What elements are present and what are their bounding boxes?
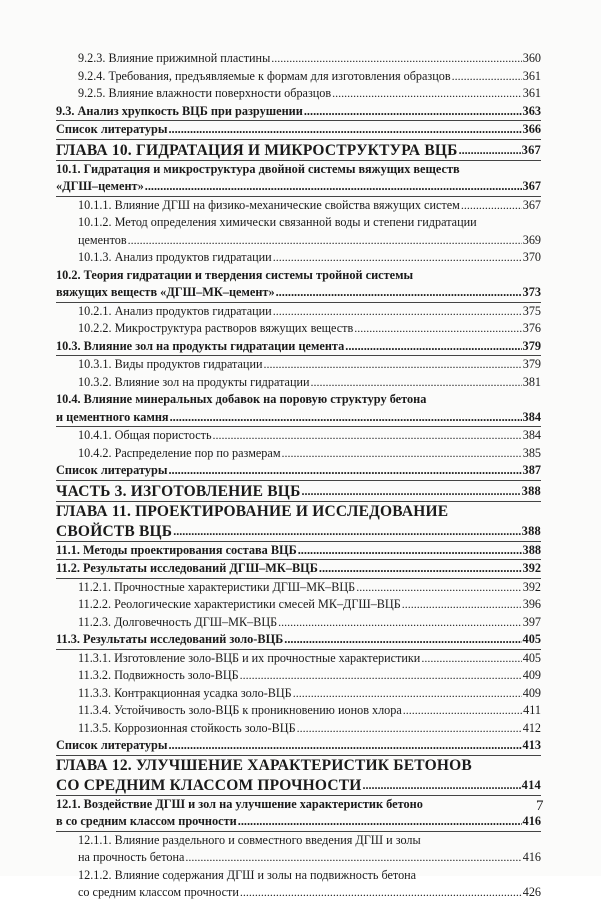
toc-entry-page: 367: [522, 197, 541, 212]
toc-entry-line: 10.4. Влияние минеральных добавок на поровую структуру бетона: [56, 392, 427, 406]
toc-leader-dots: [298, 542, 522, 560]
toc-entry: [56, 650, 541, 668]
toc-leader-dots: [168, 121, 521, 139]
toc-entry: [56, 481, 541, 501]
toc-entry-title: 10.4.1. Общая пористость: [78, 428, 212, 442]
toc-entry-title: 11.3. Результаты исследований золо-ВЦБ: [56, 632, 284, 646]
toc-entry-page: 360: [522, 51, 541, 65]
toc-entry-page: 416: [522, 814, 541, 828]
toc-entry-page: 369: [522, 232, 541, 247]
toc-leader-dots: [168, 737, 521, 755]
toc-leader-dots: [276, 284, 522, 302]
toc-entry-title: в со средним классом прочности: [56, 814, 237, 828]
toc-entry-line: ГЛАВА 11. ПРОЕКТИРОВАНИЕ И ИССЛЕДОВАНИЕ: [56, 502, 449, 520]
toc-entry-title: 11.2.1. Прочностные характеристики ДГШ–МК–ВЦБ: [78, 579, 356, 594]
toc-leader-dots: [273, 303, 522, 321]
toc-entry-title: 11.2.3. Долговечность ДГШ–МК–ВЦБ: [78, 614, 278, 629]
toc-leader-dots: [461, 197, 522, 215]
toc-entry: [56, 103, 541, 121]
toc-leader-dots: [319, 560, 522, 578]
toc-entry: [56, 249, 541, 267]
toc-entry-title: на прочность бетона: [78, 850, 185, 864]
toc-entry-page: 366: [522, 122, 541, 136]
toc-entry-page: 413: [522, 738, 541, 752]
toc-entry-title: 9.3. Анализ хрупкость ВЦБ при разрушении: [56, 103, 303, 118]
toc-entry-page: 381: [522, 374, 541, 389]
toc-entry-title: 10.1.3. Анализ продуктов гидратации: [78, 250, 272, 264]
toc-entry-title: 10.3.1. Виды продуктов гидратации: [78, 357, 263, 371]
toc-entry-line: ГЛАВА 12. УЛУЧШЕНИЕ ХАРАКТЕРИСТИК БЕТОНОВ: [56, 756, 472, 774]
toc-entry-title: 9.2.5. Влияние влажности поверхности образцов: [78, 86, 332, 100]
toc-entry-page: 379: [522, 357, 541, 371]
toc-entry-page: 392: [522, 561, 541, 575]
toc-entry: [56, 631, 541, 649]
toc-leader-dots: [332, 85, 522, 103]
toc-entry: [56, 356, 541, 374]
toc-entry: [56, 596, 541, 614]
toc-entry-page: 385: [522, 445, 541, 460]
toc-leader-dots: [278, 614, 522, 632]
toc-entry-page: 367: [521, 142, 541, 157]
toc-entry-page: 375: [522, 303, 541, 318]
toc-leader-dots: [168, 462, 521, 480]
toc-entry-page: 426: [522, 885, 541, 899]
toc-entry-title: 10.2.2. Микроструктура растворов вяжущих веществ: [78, 321, 354, 335]
toc-entry-title: СО СРЕДНИМ КЛАССОМ ПРОЧНОСТИ: [56, 776, 362, 794]
toc-leader-dots: [185, 849, 521, 867]
toc-leader-dots: [145, 178, 522, 196]
toc-entry: [56, 338, 541, 356]
toc-entry-title: 10.3. Влияние зол на продукты гидратации цемента: [56, 338, 345, 353]
toc-leader-dots: [284, 631, 521, 649]
toc-leader-dots: [240, 884, 522, 902]
toc-entry-title: 10.2.1. Анализ продуктов гидратации: [78, 303, 272, 318]
toc-entry-page: 416: [522, 850, 541, 864]
toc-leader-dots: [363, 775, 521, 795]
toc-entry-title: Список литературы: [56, 463, 168, 477]
toc-entry-title: ГЛАВА 10. ГИДРАТАЦИЯ И МИКРОСТРУКТУРА ВЦБ: [56, 141, 458, 159]
toc-entry-page: 373: [522, 285, 541, 299]
toc-entry: [56, 579, 541, 597]
toc-entry-title: 11.1. Методы проектирования состава ВЦБ: [56, 542, 297, 557]
toc-entry-page: 361: [522, 86, 541, 100]
page-number: 7: [536, 798, 544, 814]
toc-entry-line: 12.1. Воздействие ДГШ и зол на улучшение характеристик бетоно: [56, 796, 423, 811]
toc-entry: [56, 320, 541, 338]
toc-entry: [56, 284, 541, 302]
toc-leader-dots: [173, 521, 520, 541]
toc-entry-title: 11.3.1. Изготовление золо-ВЦБ и их прочностные характеристики: [78, 650, 421, 665]
toc-entry-page: 412: [522, 720, 541, 735]
toc-entry: [56, 614, 541, 632]
toc-leader-dots: [282, 445, 522, 463]
toc-entry-line: 12.1.1. Влияние раздельного и совместного введения ДГШ и золы: [78, 832, 421, 847]
toc-entry: [56, 702, 541, 720]
toc-entry-page: 363: [522, 103, 541, 118]
toc-entry: [56, 521, 541, 541]
toc-leader-dots: [459, 140, 521, 160]
toc-leader-dots: [354, 320, 521, 338]
toc-entry-title: 10.3.2. Влияние зол на продукты гидратации: [78, 374, 310, 389]
toc-entry: [56, 462, 541, 480]
toc-leader-dots: [311, 374, 522, 392]
toc-entry: [56, 542, 541, 560]
toc-entry: [56, 775, 541, 795]
toc-entry-page: 387: [522, 463, 541, 477]
toc-entry-title: и цементного камня: [56, 409, 169, 424]
toc-leader-dots: [297, 720, 522, 738]
toc-entry-line: 10.2. Теория гидратации и твердения системы тройной системы: [56, 267, 414, 282]
toc-entry-title: Список литературы: [56, 122, 168, 136]
toc-entry: [56, 68, 541, 86]
toc-entry-page: 388: [522, 542, 541, 557]
toc-leader-dots: [452, 68, 522, 86]
toc-leader-dots: [402, 596, 522, 614]
toc-entry: [56, 427, 541, 445]
toc-leader-dots: [213, 427, 522, 445]
toc-entry: [56, 445, 541, 463]
toc-leader-dots: [271, 50, 521, 68]
toc-entry-page: 361: [522, 68, 541, 83]
toc-entry: [56, 667, 541, 685]
toc-entry: [56, 121, 541, 139]
toc-entry: [56, 232, 541, 250]
toc-entry-title: 9.2.3. Влияние прижимной пластины: [78, 51, 271, 65]
toc-entry-page: 392: [522, 579, 541, 594]
toc-leader-dots: [170, 409, 522, 427]
toc-leader-dots: [128, 232, 522, 250]
toc-entry-title: Список литературы: [56, 738, 168, 752]
toc-entry-page: 414: [521, 777, 541, 792]
toc-entry-title: 10.4.2. Распределение пор по размерам: [78, 445, 281, 460]
toc-entry-title: 10.1.1. Влияние ДГШ на физико-механические свойства вяжущих систем: [78, 197, 460, 212]
toc-entry-title: 11.2. Результаты исследований ДГШ–МК–ВЦБ: [56, 561, 318, 575]
toc-entry-page: 384: [522, 409, 541, 424]
toc-entry: [56, 409, 541, 427]
toc-leader-dots: [240, 667, 522, 685]
toc-entry-title: 11.3.2. Подвижность золо-ВЦБ: [78, 668, 239, 682]
toc-entry: [56, 685, 541, 703]
toc-entry-page: 397: [522, 614, 541, 629]
toc-entry: [56, 849, 541, 867]
toc-entry: [56, 560, 541, 578]
toc-entry-page: 384: [522, 428, 541, 442]
toc-entry-page: 388: [521, 483, 541, 498]
toc-entry-title: 11.3.5. Коррозионная стойкость золо-ВЦБ: [78, 720, 296, 735]
toc-entry: [56, 303, 541, 321]
toc-entry-page: 376: [522, 321, 541, 335]
toc-entry-line: 12.1.2. Влияние содержания ДГШ и золы на подвижность бетона: [78, 867, 417, 882]
toc-entry: [56, 197, 541, 215]
toc-entry: [56, 140, 541, 160]
toc-entry-page: 405: [522, 650, 541, 665]
toc-leader-dots: [302, 481, 521, 501]
toc-leader-dots: [356, 579, 522, 597]
toc-entry-page: 396: [522, 597, 541, 611]
toc-entry: [56, 813, 541, 831]
toc-entry-page: 379: [522, 338, 541, 353]
toc-leader-dots: [293, 685, 522, 703]
toc-entry-title: СВОЙСТВ ВЦБ: [56, 522, 173, 540]
toc-entry-page: 370: [522, 250, 541, 264]
toc-leader-dots: [273, 249, 522, 267]
toc-entry: [56, 737, 541, 755]
toc-entry-title: 11.3.4. Устойчивость золо-ВЦБ к проникновению ионов хлора: [78, 703, 402, 717]
toc-entry-title: 11.2.2. Реологические характеристики смесей МК–ДГШ–ВЦБ: [78, 597, 401, 611]
toc-entry-title: «ДГШ–цемент»: [56, 179, 144, 193]
toc-entry-page: 388: [521, 523, 541, 538]
toc-entry-title: ЧАСТЬ 3. ИЗГОТОВЛЕНИЕ ВЦБ: [56, 482, 301, 500]
toc-entry-title: цементов: [78, 232, 127, 247]
toc-entry: [56, 50, 541, 68]
table-of-contents: [56, 50, 541, 902]
toc-entry-line: 10.1. Гидратация и микроструктура двойной системы вяжущих веществ: [56, 161, 460, 176]
toc-entry-page: 367: [522, 179, 541, 193]
toc-entry: [56, 178, 541, 196]
toc-entry: [56, 85, 541, 103]
toc-entry: [56, 720, 541, 738]
toc-entry-title: со средним классом прочности: [78, 885, 239, 899]
toc-entry-title: 9.2.4. Требования, предъявляемые к формам для изготовления образцов: [78, 68, 451, 83]
toc-entry-page: 405: [522, 632, 541, 646]
toc-leader-dots: [403, 702, 522, 720]
toc-leader-dots: [263, 356, 521, 374]
toc-leader-dots: [421, 650, 521, 668]
toc-entry-line: 10.1.2. Метод определения химически связанной воды и степени гидратации: [78, 215, 477, 229]
toc-entry-page: 409: [522, 668, 541, 682]
toc-leader-dots: [304, 103, 522, 121]
toc-entry: [56, 884, 541, 902]
toc-leader-dots: [238, 813, 522, 831]
toc-entry-title: вяжущих веществ «ДГШ–МК–цемент»: [56, 285, 275, 299]
toc-leader-dots: [345, 338, 521, 356]
toc-entry-page: 409: [522, 685, 541, 700]
toc-entry-page: 411: [523, 703, 541, 717]
toc-entry-title: 11.3.3. Контракционная усадка золо-ВЦБ: [78, 685, 292, 700]
toc-entry: [56, 374, 541, 392]
